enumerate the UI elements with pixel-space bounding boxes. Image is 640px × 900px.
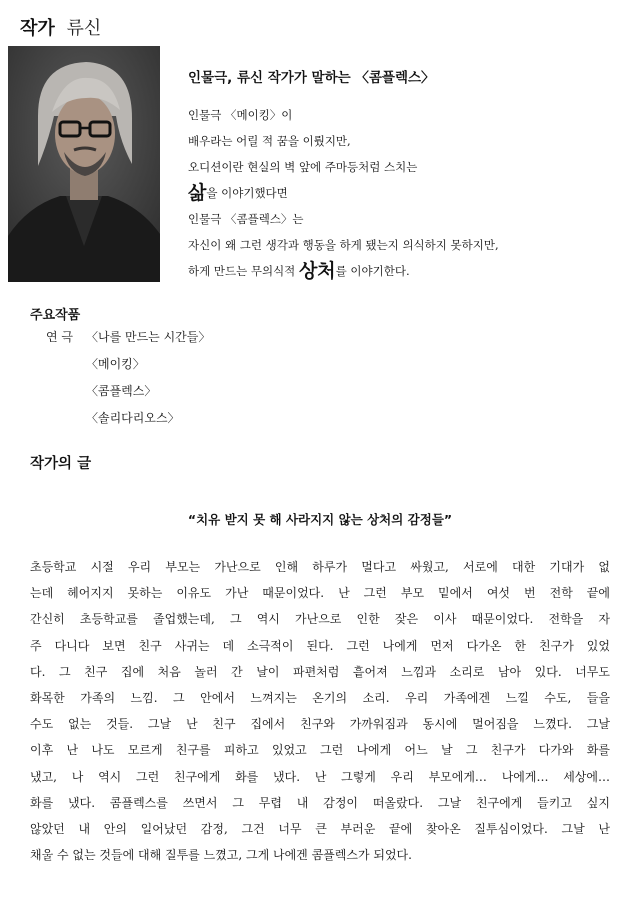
intro-line xyxy=(188,180,499,206)
essay-line: 다. 그 친구 집에 처음 놀러 간 날이 파편처럼 흩어져 느낌과 소리로 남아 있다. 너무도 xyxy=(30,664,610,679)
work-title: 〈콤플렉스〉 xyxy=(86,384,157,398)
essay-line: 화를 냈다. 콤플렉스를 쓰면서 그 무렵 내 감정이 떠올랐다. 그날 친구에게 들키고 싶지 xyxy=(30,795,610,810)
essay-quote: “치유 받지 못 해 사라지지 않는 상처의 감정들” xyxy=(187,512,453,527)
intro-line: 자신이 왜 그런 생각과 행동을 하게 됐는지 의식하지 못하지만, xyxy=(188,238,499,252)
essay-line: 초등학교 시절 우리 부모는 가난으로 인해 하루가 멀다고 싸웠고, 서로에 대한 기대가 없 xyxy=(30,560,610,574)
essay-heading: 작가의 글 xyxy=(30,456,92,472)
essay-line: 간신히 초등학교를 졸업했는데, 그 역시 가난으로 인한 잦은 이사 때문이었다. 전학을 자 xyxy=(30,612,610,627)
essay-line: 채울 수 없는 것들에 대해 질투를 느꼈고, 그게 나에겐 콤플렉스가 되었다. xyxy=(30,848,412,863)
intro-line: 인물극 〈콤플렉스〉는 xyxy=(188,212,304,226)
author-name: 류신 xyxy=(66,18,102,39)
emphasis-word: 상처 xyxy=(298,260,336,282)
intro-line: 인물극 〈메이킹〉이 xyxy=(188,108,293,122)
essay-line: 는데 헤어지지 못하는 이유도 가난 때문이었다. 난 그런 부모 밑에서 여섯 번 전학 끝에 xyxy=(30,586,610,601)
works-row xyxy=(46,351,210,378)
essay-line: 주 다니다 보면 친구 사귀는 데 소극적이 된다. 그런 나에게 먼저 다가온 한 친구가 있었 xyxy=(30,638,610,653)
author-header xyxy=(20,14,101,40)
works-category: 연 극 xyxy=(46,330,73,344)
work-title: 〈메이킹〉 xyxy=(86,357,145,371)
intro-text xyxy=(188,102,499,284)
essay-line: 이후 난 나도 모르게 친구를 피하고 있었고 그런 나에게 어느 날 그 친구가 다가와 화를 xyxy=(30,743,610,758)
intro-line: 배우라는 어릴 적 꿈을 이뤘지만, xyxy=(188,134,351,148)
intro-line-text: 를 이야기한다. xyxy=(335,264,410,278)
author-photo-image xyxy=(8,46,160,282)
intro-line-text: 하게 만드는 무의식적 xyxy=(188,264,299,278)
essay-line: 냈고, 나 역시 그런 친구에게 화를 냈다. 난 그렇게 우리 부모에게… 나에게… 세상에… xyxy=(30,769,610,784)
works-row xyxy=(46,405,210,432)
works-heading: 주요작품 xyxy=(30,308,81,323)
work-title: 〈솔리다리오스〉 xyxy=(86,411,180,425)
intro-title: 인물극, 류신 작가가 말하는 〈콤플렉스〉 xyxy=(188,70,435,86)
essay-line: 수도 없는 것들. 그날 난 친구 집에서 친구와 가까워짐과 동시에 멀어짐을 느꼈다. 그날 xyxy=(30,717,610,732)
intro-line-text: 을 이야기했다면 xyxy=(206,186,288,200)
works-list xyxy=(46,324,210,432)
essay-line: 화목한 가족의 느낌. 그 안에서 느껴지는 온기의 소리. 우리 가족에겐 느낄 수도, 들을 xyxy=(30,690,610,705)
intro-line: 오디션이란 현실의 벽 앞에 주마등처럼 스치는 xyxy=(188,160,418,174)
author-label: 작가 xyxy=(20,18,55,39)
author-photo xyxy=(8,46,160,282)
emphasis-word: 삶 xyxy=(188,182,207,204)
works-row xyxy=(46,324,210,351)
work-title: 〈나를 만드는 시간들〉 xyxy=(86,330,211,344)
essay-line: 않았던 내 안의 일어났던 감정, 그건 너무 큰 부러운 끝에 찾아온 질투심이었다. 그날 난 xyxy=(30,821,610,836)
essay-body xyxy=(30,554,610,868)
intro-line xyxy=(188,258,499,284)
works-row xyxy=(46,378,210,405)
